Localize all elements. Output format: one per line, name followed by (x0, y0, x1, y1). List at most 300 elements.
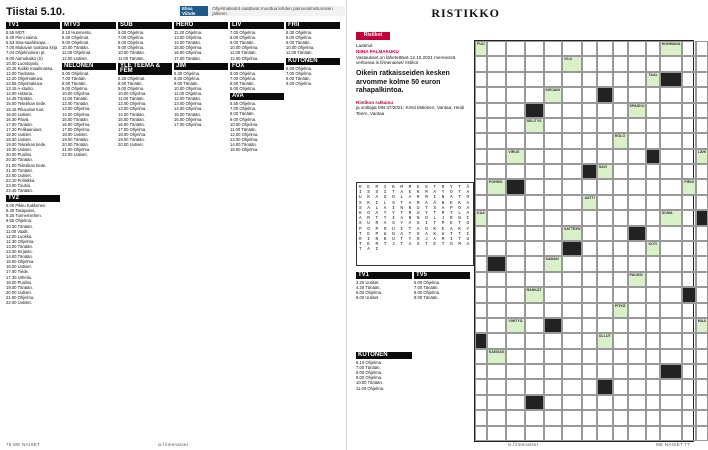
crossword-cell[interactable] (525, 133, 544, 148)
crossword-cell[interactable] (660, 349, 683, 364)
crossword-cell[interactable] (544, 241, 562, 256)
crossword-cell[interactable] (544, 410, 562, 425)
crossword-cell[interactable] (475, 379, 487, 394)
crossword-cell[interactable] (660, 103, 683, 118)
crossword-cell[interactable] (544, 56, 562, 71)
crossword-cell[interactable] (628, 210, 647, 225)
crossword-cell[interactable] (544, 118, 562, 133)
crossword-cell[interactable] (475, 410, 487, 425)
crossword-cell[interactable] (506, 164, 524, 179)
crossword-cell[interactable] (506, 226, 524, 241)
crossword-cell[interactable] (628, 379, 647, 394)
crossword-cell[interactable] (682, 226, 695, 241)
crossword-cell[interactable] (597, 318, 613, 333)
crossword-cell[interactable] (475, 103, 487, 118)
crossword-cell[interactable] (660, 118, 683, 133)
crossword-cell[interactable] (487, 318, 507, 333)
crossword-cell[interactable] (696, 303, 708, 318)
crossword-cell[interactable] (582, 118, 596, 133)
crossword-cell[interactable] (597, 118, 613, 133)
crossword-cell[interactable] (525, 349, 544, 364)
crossword-cell[interactable] (582, 364, 596, 379)
crossword-cell[interactable] (696, 364, 708, 379)
crossword-cell[interactable] (597, 149, 613, 164)
crossword-cell[interactable] (475, 349, 487, 364)
crossword-cell[interactable] (582, 241, 596, 256)
crossword-cell[interactable] (660, 87, 683, 102)
crossword-cell[interactable] (696, 333, 708, 348)
crossword-cell[interactable] (582, 303, 596, 318)
crossword-cell[interactable] (646, 210, 659, 225)
crossword-cell[interactable] (582, 41, 596, 56)
crossword-cell[interactable] (475, 426, 487, 441)
crossword-cell[interactable] (628, 41, 647, 56)
crossword-cell[interactable] (682, 318, 695, 333)
crossword-cell[interactable] (562, 118, 583, 133)
crossword-cell[interactable] (646, 226, 659, 241)
crossword-cell[interactable] (506, 195, 524, 210)
crossword-cell[interactable] (475, 395, 487, 410)
crossword-cell[interactable] (696, 103, 708, 118)
crossword-cell[interactable] (682, 210, 695, 225)
crossword-cell[interactable] (582, 87, 596, 102)
crossword-cell[interactable] (682, 164, 695, 179)
crossword-cell[interactable] (660, 256, 683, 271)
crossword-cell[interactable] (646, 179, 659, 194)
crossword-cell[interactable] (562, 179, 583, 194)
crossword-cell[interactable] (475, 241, 487, 256)
crossword-cell[interactable] (682, 195, 695, 210)
crossword-cell[interactable] (696, 349, 708, 364)
crossword-cell[interactable] (682, 410, 695, 425)
crossword-cell[interactable] (562, 364, 583, 379)
crossword-cell[interactable] (582, 333, 596, 348)
crossword-cell[interactable] (696, 287, 708, 302)
crossword-cell[interactable] (696, 195, 708, 210)
crossword-cell[interactable] (562, 426, 583, 441)
crossword-cell[interactable] (696, 41, 708, 56)
crossword-cell[interactable] (487, 410, 507, 425)
crossword-cell[interactable] (475, 272, 487, 287)
crossword-cell[interactable] (646, 56, 659, 71)
crossword-cell[interactable] (544, 303, 562, 318)
crossword-cell[interactable] (660, 241, 683, 256)
crossword-cell[interactable] (525, 410, 544, 425)
crossword-cell[interactable] (487, 272, 507, 287)
crossword-cell[interactable] (487, 226, 507, 241)
crossword-cell[interactable] (487, 303, 507, 318)
crossword-cell[interactable] (696, 133, 708, 148)
crossword-cell[interactable] (525, 149, 544, 164)
crossword-cell[interactable] (660, 195, 683, 210)
crossword-cell[interactable] (696, 256, 708, 271)
crossword-cell[interactable] (646, 318, 659, 333)
crossword-cell[interactable] (660, 287, 683, 302)
crossword-cell[interactable] (525, 333, 544, 348)
crossword-cell[interactable] (660, 395, 683, 410)
crossword-cell[interactable] (696, 241, 708, 256)
crossword-cell[interactable] (544, 287, 562, 302)
crossword-cell[interactable] (506, 118, 524, 133)
crossword-cell[interactable] (646, 41, 659, 56)
crossword-cell[interactable] (562, 272, 583, 287)
crossword-cell[interactable] (487, 118, 507, 133)
crossword-cell[interactable] (582, 133, 596, 148)
crossword-cell[interactable] (582, 318, 596, 333)
crossword-cell[interactable] (646, 410, 659, 425)
crossword-cell[interactable] (487, 333, 507, 348)
crossword-cell[interactable] (696, 56, 708, 71)
crossword-cell[interactable] (613, 364, 628, 379)
crossword-cell[interactable] (696, 426, 708, 441)
crossword-cell[interactable] (562, 195, 583, 210)
crossword-cell[interactable] (525, 164, 544, 179)
crossword-cell[interactable] (506, 410, 524, 425)
crossword-cell[interactable] (562, 287, 583, 302)
crossword-cell[interactable] (628, 164, 647, 179)
crossword-cell[interactable] (628, 179, 647, 194)
crossword-cell[interactable] (506, 426, 524, 441)
crossword-cell[interactable] (597, 226, 613, 241)
crossword-cell[interactable] (525, 72, 544, 87)
crossword-cell[interactable] (544, 179, 562, 194)
crossword-cell[interactable] (525, 426, 544, 441)
crossword-cell[interactable] (487, 287, 507, 302)
crossword-cell[interactable] (506, 349, 524, 364)
crossword-cell[interactable] (628, 364, 647, 379)
crossword-cell[interactable] (562, 303, 583, 318)
crossword-cell[interactable] (646, 133, 659, 148)
crossword-cell[interactable] (696, 164, 708, 179)
crossword-cell[interactable] (582, 287, 596, 302)
crossword-cell[interactable] (506, 395, 524, 410)
crossword-cell[interactable] (582, 256, 596, 271)
crossword-cell[interactable] (628, 256, 647, 271)
crossword-cell[interactable] (660, 303, 683, 318)
crossword-cell[interactable] (582, 410, 596, 425)
crossword-cell[interactable] (582, 103, 596, 118)
crossword-cell[interactable] (525, 364, 544, 379)
crossword-cell[interactable] (525, 318, 544, 333)
crossword-cell[interactable] (660, 149, 683, 164)
crossword-cell[interactable] (613, 41, 628, 56)
crossword-cell[interactable] (628, 333, 647, 348)
crossword-cell[interactable] (487, 56, 507, 71)
crossword-cell[interactable] (696, 379, 708, 394)
crossword-cell[interactable] (682, 41, 695, 56)
crossword-cell[interactable] (696, 72, 708, 87)
crossword-cell[interactable] (506, 379, 524, 394)
crossword-cell[interactable] (660, 56, 683, 71)
crossword-cell[interactable] (544, 149, 562, 164)
crossword-cell[interactable] (613, 179, 628, 194)
crossword-cell[interactable] (660, 318, 683, 333)
crossword-cell[interactable] (597, 179, 613, 194)
crossword-cell[interactable] (613, 410, 628, 425)
crossword-cell[interactable] (544, 426, 562, 441)
crossword-cell[interactable] (613, 195, 628, 210)
crossword-cell[interactable] (525, 87, 544, 102)
crossword-cell[interactable] (628, 118, 647, 133)
crossword-cell[interactable] (582, 226, 596, 241)
crossword-cell[interactable] (613, 379, 628, 394)
crossword-cell[interactable] (613, 226, 628, 241)
crossword-cell[interactable] (682, 333, 695, 348)
crossword-cell[interactable] (582, 72, 596, 87)
crossword-cell[interactable] (597, 426, 613, 441)
crossword-cell[interactable] (475, 56, 487, 71)
crossword-cell[interactable] (544, 395, 562, 410)
crossword-cell[interactable] (646, 87, 659, 102)
crossword-cell[interactable] (506, 364, 524, 379)
crossword-cell[interactable] (562, 149, 583, 164)
crossword-cell[interactable] (475, 87, 487, 102)
crossword-cell[interactable] (544, 210, 562, 225)
crossword-cell[interactable] (487, 364, 507, 379)
crossword-cell[interactable] (613, 72, 628, 87)
crossword-cell[interactable] (582, 395, 596, 410)
crossword-cell[interactable] (660, 226, 683, 241)
crossword-cell[interactable] (582, 210, 596, 225)
crossword-cell[interactable] (487, 379, 507, 394)
crossword-cell[interactable] (646, 395, 659, 410)
crossword-cell[interactable] (562, 395, 583, 410)
crossword-cell[interactable] (646, 272, 659, 287)
crossword-cell[interactable] (582, 149, 596, 164)
crossword-cell[interactable] (682, 133, 695, 148)
crossword-cell[interactable] (475, 179, 487, 194)
crossword-cell[interactable] (597, 195, 613, 210)
crossword-cell[interactable] (682, 56, 695, 71)
crossword-cell[interactable] (475, 118, 487, 133)
crossword-cell[interactable] (475, 72, 487, 87)
crossword-cell[interactable] (628, 303, 647, 318)
crossword-cell[interactable] (613, 349, 628, 364)
crossword-cell[interactable] (628, 318, 647, 333)
crossword-cell[interactable] (597, 103, 613, 118)
crossword-cell[interactable] (487, 72, 507, 87)
crossword-cell[interactable] (562, 72, 583, 87)
crossword-cell[interactable] (487, 210, 507, 225)
crossword-cell[interactable] (525, 179, 544, 194)
crossword-cell[interactable] (613, 56, 628, 71)
crossword-cell[interactable] (506, 210, 524, 225)
crossword-cell[interactable] (487, 133, 507, 148)
crossword-cell[interactable] (582, 349, 596, 364)
crossword-cell[interactable] (613, 149, 628, 164)
crossword-cell[interactable] (646, 426, 659, 441)
crossword-cell[interactable] (660, 333, 683, 348)
crossword-cell[interactable] (628, 195, 647, 210)
crossword-cell[interactable] (544, 195, 562, 210)
crossword-cell[interactable] (525, 272, 544, 287)
crossword-cell[interactable] (646, 364, 659, 379)
crossword-cell[interactable] (646, 164, 659, 179)
crossword-cell[interactable] (506, 287, 524, 302)
crossword-cell[interactable] (544, 72, 562, 87)
crossword-cell[interactable] (475, 149, 487, 164)
crossword-cell[interactable] (487, 426, 507, 441)
crossword-cell[interactable] (597, 287, 613, 302)
crossword-cell[interactable] (544, 133, 562, 148)
crossword-cell[interactable] (506, 272, 524, 287)
crossword-cell[interactable] (597, 41, 613, 56)
crossword-cell[interactable] (646, 349, 659, 364)
crossword-cell[interactable] (525, 256, 544, 271)
crossword-cell[interactable] (475, 303, 487, 318)
crossword-cell[interactable] (613, 287, 628, 302)
crossword-cell[interactable] (613, 395, 628, 410)
crossword-cell[interactable] (487, 41, 507, 56)
crossword-cell[interactable] (597, 364, 613, 379)
crossword-cell[interactable] (525, 303, 544, 318)
crossword-cell[interactable] (613, 333, 628, 348)
crossword-cell[interactable] (682, 272, 695, 287)
crossword-cell[interactable] (613, 210, 628, 225)
crossword-cell[interactable] (487, 149, 507, 164)
crossword-grid[interactable] (474, 40, 707, 442)
crossword-cell[interactable] (682, 103, 695, 118)
crossword-cell[interactable] (696, 87, 708, 102)
crossword-cell[interactable] (696, 395, 708, 410)
crossword-cell[interactable] (506, 41, 524, 56)
crossword-cell[interactable] (525, 226, 544, 241)
crossword-cell[interactable] (544, 103, 562, 118)
crossword-cell[interactable] (562, 349, 583, 364)
crossword-cell[interactable] (682, 256, 695, 271)
crossword-cell[interactable] (646, 287, 659, 302)
crossword-cell[interactable] (544, 333, 562, 348)
crossword-cell[interactable] (525, 241, 544, 256)
crossword-cell[interactable] (475, 133, 487, 148)
crossword-cell[interactable] (613, 426, 628, 441)
crossword-cell[interactable] (475, 226, 487, 241)
crossword-cell[interactable] (475, 195, 487, 210)
crossword-cell[interactable] (628, 395, 647, 410)
crossword-cell[interactable] (506, 333, 524, 348)
crossword-cell[interactable] (613, 241, 628, 256)
crossword-cell[interactable] (660, 164, 683, 179)
crossword-cell[interactable] (628, 72, 647, 87)
crossword-cell[interactable] (628, 426, 647, 441)
crossword-cell[interactable] (562, 256, 583, 271)
crossword-cell[interactable] (582, 56, 596, 71)
crossword-cell[interactable] (682, 72, 695, 87)
crossword-cell[interactable] (682, 241, 695, 256)
crossword-cell[interactable] (628, 241, 647, 256)
crossword-cell[interactable] (475, 164, 487, 179)
crossword-cell[interactable] (597, 210, 613, 225)
crossword-cell[interactable] (487, 241, 507, 256)
crossword-cell[interactable] (597, 256, 613, 271)
crossword-cell[interactable] (544, 226, 562, 241)
crossword-cell[interactable] (582, 379, 596, 394)
crossword-cell[interactable] (525, 210, 544, 225)
crossword-cell[interactable] (597, 395, 613, 410)
crossword-cell[interactable] (597, 303, 613, 318)
crossword-cell[interactable] (696, 179, 708, 194)
crossword-cell[interactable] (597, 241, 613, 256)
crossword-cell[interactable] (613, 103, 628, 118)
crossword-cell[interactable] (562, 164, 583, 179)
crossword-cell[interactable] (646, 303, 659, 318)
crossword-cell[interactable] (544, 272, 562, 287)
crossword-cell[interactable] (506, 133, 524, 148)
crossword-cell[interactable] (506, 256, 524, 271)
crossword-cell[interactable] (660, 426, 683, 441)
crossword-cell[interactable] (613, 118, 628, 133)
crossword-cell[interactable] (506, 241, 524, 256)
crossword-cell[interactable] (613, 87, 628, 102)
crossword-cell[interactable] (597, 72, 613, 87)
crossword-cell[interactable] (506, 303, 524, 318)
crossword-cell[interactable] (682, 426, 695, 441)
crossword-cell[interactable] (646, 256, 659, 271)
crossword-cell[interactable] (544, 41, 562, 56)
crossword-cell[interactable] (562, 87, 583, 102)
crossword-cell[interactable] (582, 272, 596, 287)
crossword-cell[interactable] (544, 364, 562, 379)
crossword-cell[interactable] (597, 133, 613, 148)
crossword-cell[interactable] (628, 410, 647, 425)
crossword-cell[interactable] (660, 272, 683, 287)
crossword-cell[interactable] (613, 164, 628, 179)
crossword-cell[interactable] (597, 56, 613, 71)
crossword-cell[interactable] (696, 226, 708, 241)
crossword-cell[interactable] (562, 318, 583, 333)
crossword-cell[interactable] (696, 410, 708, 425)
crossword-cell[interactable] (682, 349, 695, 364)
crossword-cell[interactable] (682, 395, 695, 410)
crossword-cell[interactable] (682, 118, 695, 133)
crossword-cell[interactable] (682, 87, 695, 102)
crossword-cell[interactable] (562, 41, 583, 56)
crossword-cell[interactable] (506, 56, 524, 71)
crossword-cell[interactable] (646, 195, 659, 210)
crossword-cell[interactable] (660, 410, 683, 425)
crossword-cell[interactable] (544, 164, 562, 179)
crossword-cell[interactable] (696, 118, 708, 133)
crossword-cell[interactable] (562, 410, 583, 425)
crossword-cell[interactable] (487, 164, 507, 179)
crossword-cell[interactable] (506, 103, 524, 118)
crossword-cell[interactable] (525, 56, 544, 71)
crossword-cell[interactable] (582, 426, 596, 441)
crossword-cell[interactable] (562, 379, 583, 394)
crossword-cell[interactable] (613, 318, 628, 333)
crossword-cell[interactable] (487, 195, 507, 210)
crossword-cell[interactable] (562, 333, 583, 348)
crossword-cell[interactable] (562, 133, 583, 148)
crossword-cell[interactable] (646, 118, 659, 133)
crossword-cell[interactable] (506, 87, 524, 102)
crossword-cell[interactable] (682, 364, 695, 379)
crossword-cell[interactable] (562, 103, 583, 118)
crossword-cell[interactable] (597, 272, 613, 287)
crossword-cell[interactable] (628, 287, 647, 302)
crossword-cell[interactable] (628, 349, 647, 364)
crossword-cell[interactable] (475, 364, 487, 379)
crossword-cell[interactable] (525, 379, 544, 394)
crossword-cell[interactable] (660, 133, 683, 148)
crossword-cell[interactable] (562, 210, 583, 225)
crossword-cell[interactable] (646, 103, 659, 118)
crossword-cell[interactable] (475, 287, 487, 302)
crossword-cell[interactable] (525, 41, 544, 56)
crossword-cell[interactable] (613, 256, 628, 271)
crossword-cell[interactable] (582, 179, 596, 194)
crossword-cell[interactable] (597, 349, 613, 364)
